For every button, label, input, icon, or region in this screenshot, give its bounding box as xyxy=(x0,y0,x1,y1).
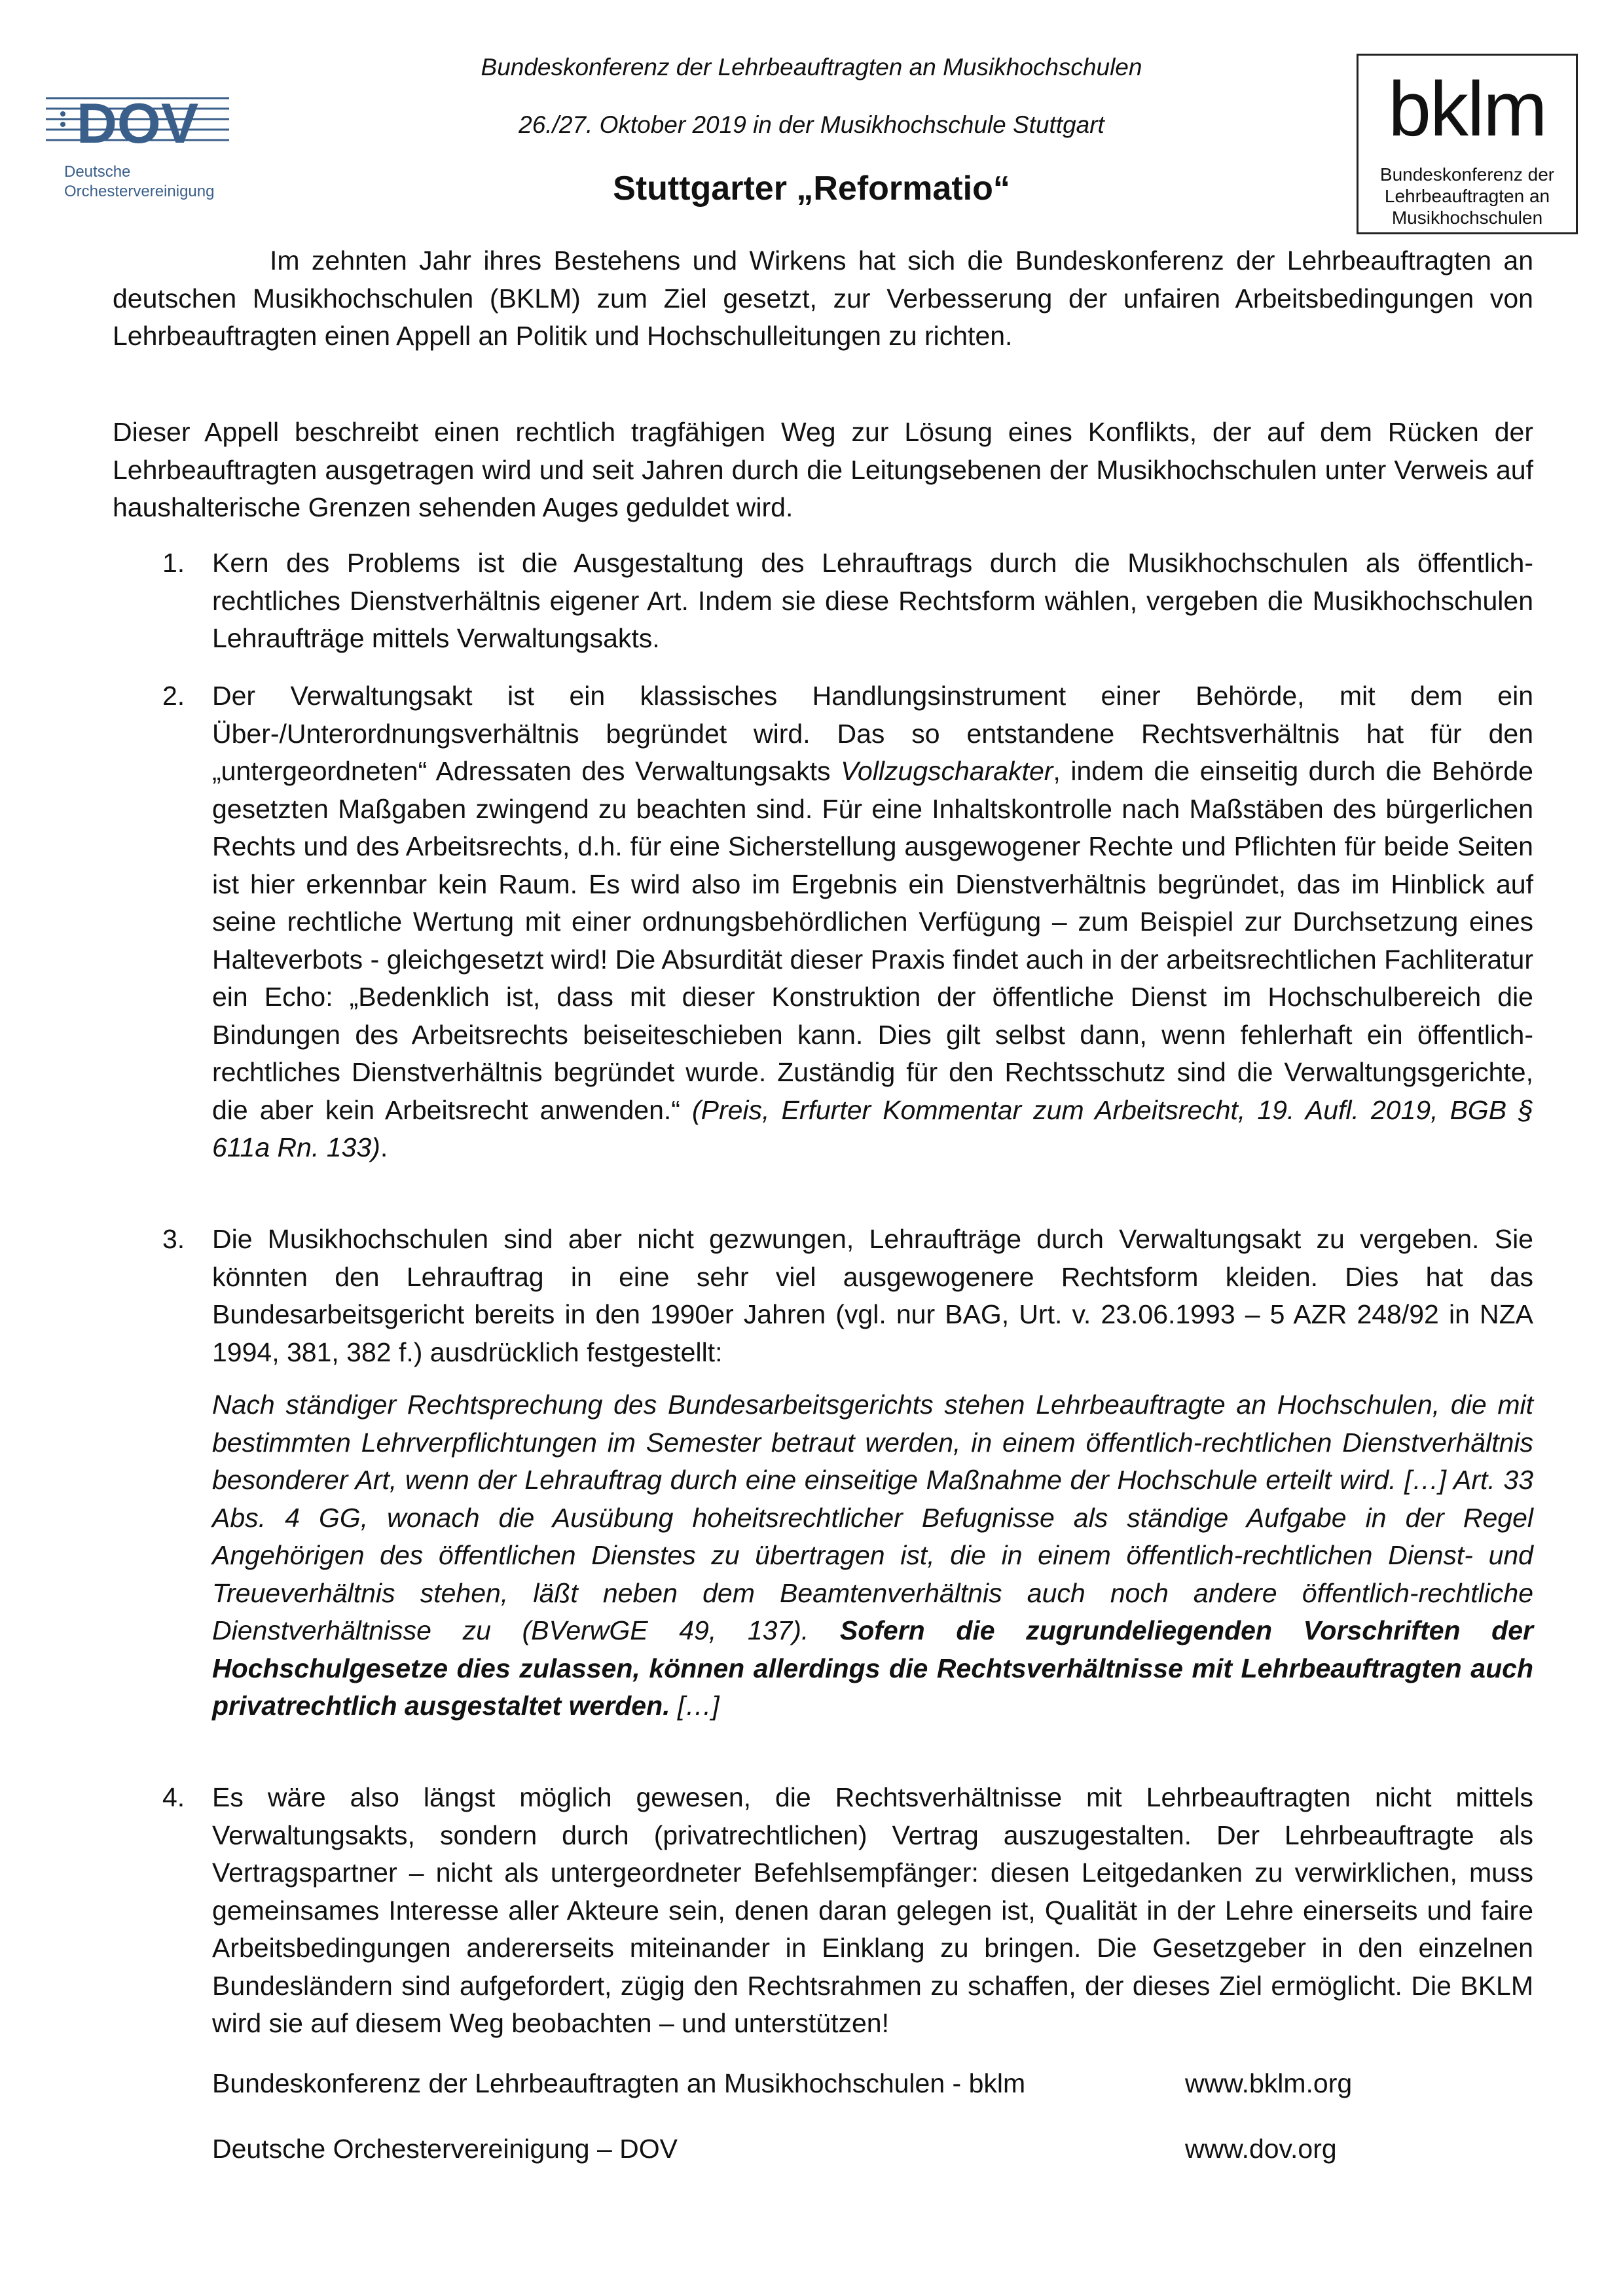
footer-org-dov: Deutsche Orchestervereinigung – DOV xyxy=(212,2134,678,2164)
list-item-number: 4. xyxy=(162,1782,185,1812)
list-item-number: 3. xyxy=(162,1224,185,1254)
footer-link-dov[interactable]: www.dov.org xyxy=(1185,2134,1337,2164)
list-item-text: Es wäre also längst möglich gewesen, die Rechtsverhältnisse mit Lehrbeauftragten nicht mittels Verwaltungsakts, sondern durch (privatrechtlichen) Vertrag auszugestalten. Der Lehrbeauftragte als Vertragspartner – nicht als untergeordneter Befehlsempfänger: diesen Leitgedanken zu verwirklichen, muss gemeinsames Interesse aller Akteure sein, denen daran gelegen ist, Qualität in der Lehre einerseits und faire Arbeitsbedingungen andererseits miteinander in Einklang zu bringen. Die Gesetzgeber in den einzelnen Bundesländern sind aufgefordert, zügig den Rechtsrahmen zu schaffen, der dieses Ziel ermöglicht. Die BKLM wird sie auf diesem Weg beobachten – und unterstützen! xyxy=(212,1782,1533,2038)
header-conference-name: Bundeskonferenz der Lehrbeauftragten an Musikhochschulen xyxy=(481,54,1142,81)
list-item-text: Der Verwaltungsakt ist ein klassisches Handlungsinstrument einer Behörde, mit dem ein Über-/Unterordnungsverhältnis begründet wird. Das so entstandene Rechtsverhältnis hat für den „untergeordneten“ Adressaten des Verwaltungsakts Vollzugscharakter, indem die einseitig durch die Behörde gesetzten Maßgaben zwingend zu beachten sind. Für eine Inhaltskontrolle nach Maßstäben des bürgerlichen Rechts und des Arbeitsrechts, d.h. für eine Sicherstellung ausgewogener Rechte und Pflichten für beide Seiten ist hier erkennbar kein Raum. Es wird also im Ergebnis ein Dienstverhältnis begründet, das im Hinblick auf seine rechtliche Wertung mit einer ordnungsbehördlichen Verfügung – zum Beispiel zur Durchsetzung eines Halteverbots - gleichgesetzt wird! Die Absurdität dieser Praxis findet auch in der arbeitsrechtlichen Fachliteratur ein Echo: „Bedenklich ist, dass mit dieser Konstruktion der öffentliche Dienst im Hochschulbereich die Bindungen des Arbeitsrechts beiseiteschieben kann. Dies gilt selbst dann, wenn fehlerhaft ein öffentlich-rechtliches Dienstverhältnis begründet wurde. Zuständig für den Rechtsschutz sind die Verwaltungsgerichte, die aber kein Arbeitsrecht anwenden.“ (Preis, Erfurter Kommentar zum Arbeitsrecht, 19. Aufl. 2019, BGB § 611a Rn. 133). xyxy=(212,681,1534,1162)
dov-logo-text: DOV xyxy=(76,92,199,155)
footer-org-bklm: Bundeskonferenz der Lehrbeauftragten an Musikhochschulen - bklm xyxy=(212,2068,1026,2098)
page-title: Stuttgarter „Reformatio“ xyxy=(613,170,1010,207)
list-item-text: Die Musikhochschulen sind aber nicht gezwungen, Lehraufträge durch Verwaltungsakt zu vergeben. Sie könnten den Lehrauftrag in eine sehr viel ausgewogenere Rechtsform kleiden. Dies hat das Bundesarbeitsgericht bereits in den 1990er Jahren (vgl. nur BAG, Urt. v. 23.06.1993 – 5 AZR 248/92 in NZA 1994, 381, 382 f.) ausdrücklich festgestellt: xyxy=(212,1224,1533,1367)
intro-paragraph-1: Im zehnten Jahr ihres Bestehens und Wirkens hat sich die Bundeskonferenz der Lehrbeauftragten an deutschen Musikhochschulen (BKLM) zum Ziel gesetzt, zur Verbesserung der unfairen Arbeitsbedingungen von Lehrbeauftragten einen Appell an Politik und Hochschulleitungen zu richten. xyxy=(113,245,1533,351)
list-item-text: Kern des Problems ist die Ausgestaltung des Lehrauftrags durch die Musikhochschulen als öffentlich-rechtliches Dienstverhältnis eigener Art. Indem sie diese Rechtsform wählen, vergeben die Musikhochschulen Lehraufträge mittels Verwaltungsakts. xyxy=(212,548,1533,653)
bklm-logo-subtitle: Bundeskonferenz der Lehrbeauftragten an Musikhochschulen xyxy=(1379,164,1555,228)
citation-preis: (Preis, Erfurter Kommentar zum Arbeitsrecht, 19. Aufl. 2019, BGB § 611a Rn. 133) xyxy=(212,1094,1534,1162)
list-item-number: 2. xyxy=(162,681,185,711)
bag-quote: Nach ständiger Rechtsprechung des Bundesarbeitsgerichts stehen Lehrbeauftragte an Hochschulen, die mit bestimmten Lehrverpflichtungen im Semester betraut werden, in einem öffentlich-rechtlichen Dienstverhältnis besonderer Art, wenn der Lehrauftrag durch eine einseitige Maßnahme der Hochschule erteilt wird. […] Art. 33 Abs. 4 GG, wonach die Ausübung hoheitsrechtlicher Befugnisse als ständige Aufgabe in der Regel Angehörigen des öffentlichen Dienstes zu übertragen ist, die in einem öffentlich-rechtlichen Dienst- und Treueverhältnis stehen, läßt neben dem Beamtenverhältnis auch noch andere öffentlich-rechtliche Dienstverhältnisse zu (BVerwGE 49, 137). Sofern die zugrundeliegenden Vorschriften der Hochschulgesetze dies zulassen, können allerdings die Rechtsverhältnisse mit Lehrbeauftragten auch privatrechtlich ausgestaltet werden. […] xyxy=(212,1390,1533,1721)
list-item-number: 1. xyxy=(162,548,185,578)
emphasis-vollzugscharakter: Vollzugscharakter xyxy=(841,756,1053,786)
dov-logo-mark xyxy=(39,79,236,164)
bklm-logo-word: bklm xyxy=(1388,66,1546,152)
footer-link-bklm[interactable]: www.bklm.org xyxy=(1185,2068,1353,2098)
bag-quote-bold: Sofern die zugrundeliegenden Vorschriften der Hochschulgesetze dies zulassen, können allerdings die Rechtsverhältnisse mit Lehrbeauftragten auch privatrechtlich ausgestaltet werden. xyxy=(212,1615,1533,1721)
dov-logo-caption: Deutsche Orchestervereinigung xyxy=(64,163,215,200)
header-date-location: 26./27. Oktober 2019 in der Musikhochschule Stuttgart xyxy=(519,111,1104,138)
bklm-logo xyxy=(1357,54,1578,234)
intro-paragraph-2: Dieser Appell beschreibt einen rechtlich tragfähigen Weg zur Lösung eines Konflikts, der auf dem Rücken der Lehrbeauftragten ausgetragen wird und seit Jahren durch die Leitungsebenen der Musikhochschulen unter Verweis auf haushalterische Grenzen sehenden Auges geduldet wird. xyxy=(113,417,1533,522)
